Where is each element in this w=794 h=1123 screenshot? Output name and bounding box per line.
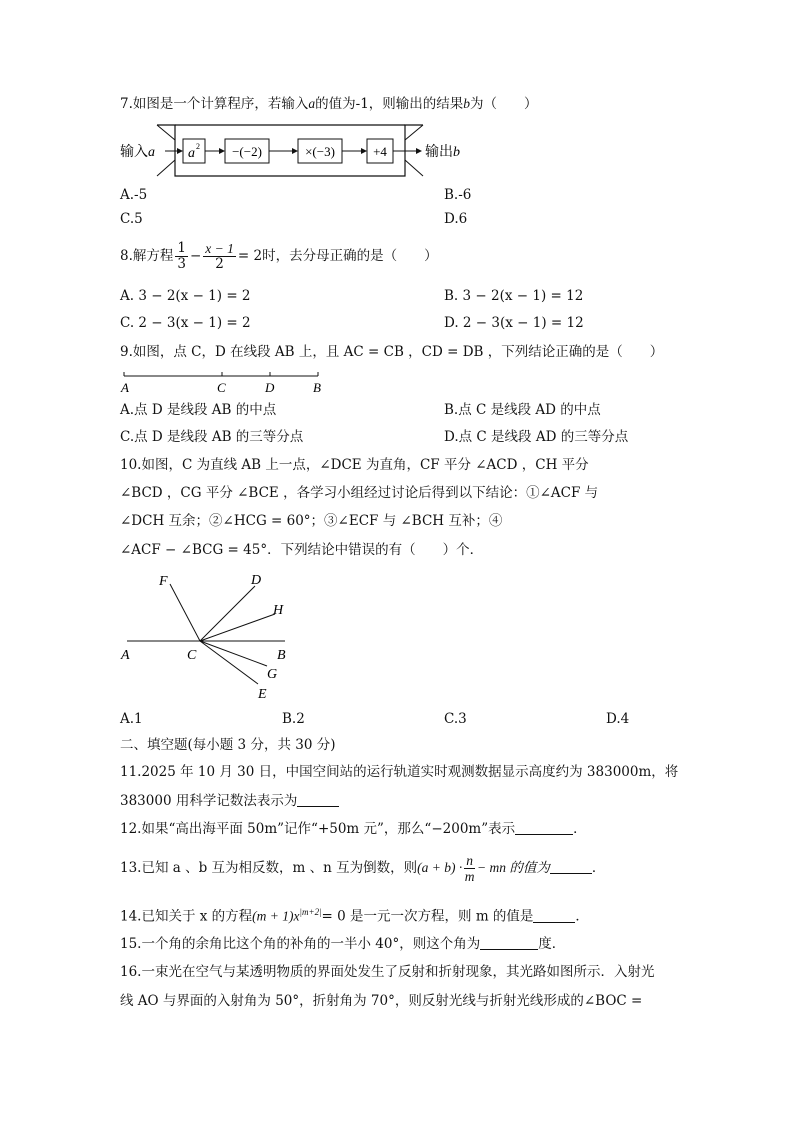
q10-label-b: B [277,648,286,663]
q11-answer-blank [297,792,339,807]
q13-answer-blank [550,859,592,874]
q10-label-g: G [267,667,278,682]
q9-option-d: D.点 C 是线段 AD 的三等分点 [444,429,629,445]
q16-line1: 16.一束光在空气与某透明物质的界面处发生了反射和折射现象，其光路如图所示．入射光 [120,964,655,980]
q9-point-c: C [217,380,226,395]
q7-option-c: C.5 [120,211,143,227]
q14: 14.已知关于 x 的方程$(m + 1)x^{|m+2|}= 0$ 是一元一次方程，则 m 的值是 ． [120,907,589,925]
q9-point-d: D [265,380,275,395]
q9-option-a: A.点 D 是线段 AB 的中点 [120,402,277,418]
q7-program-diagram [115,118,475,180]
q9-point-a: A [121,380,129,395]
q7-option-a: A.-5 [120,187,148,203]
q15: 15.一个角的余角比这个角的补角的一半小 40°，则这个角为 度． [120,936,566,952]
q7-option-b: B.-6 [444,187,472,203]
q12-answer-blank [515,820,573,835]
q10-label-h: H [273,603,284,618]
q7-option-d: D.6 [444,211,468,227]
q10-option-c: C.3 [444,711,467,727]
q10-option-b: B.2 [282,711,305,727]
q9-option-c: C.点 D 是线段 AB 的三等分点 [120,429,304,445]
q10-angle-diagram [115,568,305,703]
q16-line2: 线 AO 与界面的入射角为 50°，折射角为 70°，则反射光线与折射光线形成的∠BOC = [120,993,643,1009]
q10-line1: 10.如图，C 为直线 AB 上一点，∠DCE 为直角，CF 平分 ∠ACD ，CH 平分 [120,457,589,473]
q13: 13.已知 a 、b 互为相反数，m 、n 互为倒数，则(a + b) · $\frac{n}{m}$ − mn 的值为 ． [120,853,606,884]
q10-line4: ∠ACF − ∠BCG = 45°．下列结论中错误的有（ ）个． [120,542,484,558]
section-heading: 二、填空题(每小题 3 分，共 30 分) [120,737,336,753]
q10-label-f: F [159,574,168,589]
q10-line2: ∠BCD ，CG 平分 ∠BCE ，各学习小组经过讨论后得到以下结论：①∠ACF 与 [120,485,599,501]
q7-box1-sup: 2 [196,142,200,151]
q8-option-c: C. 2 − 3(x − 1) = 2 [120,315,251,331]
q7-output-var: b [453,145,460,160]
q10-line3: ∠DCH 互余；②∠HCG = 60°；③∠ECF 与 ∠BCH 互补；④ [120,513,503,529]
q10-label-d: D [251,573,262,588]
q9-stem: 9.如图，点 C，D 在线段 AB 上，且 AC = CB ，CD = DB ，下列结论正确的是（ ） [120,344,664,360]
q9-point-b: B [313,380,321,395]
q7-stem: 7.如图是一个计算程序，若输入a的值为-1，则输出的结果b为（ ） [120,96,538,112]
q10-option-a: A.1 [120,711,143,727]
q11-line2: 383000 用科学记数法表示为 [120,792,339,810]
q7-input-label: 输入 [120,145,148,160]
q8-option-a: A. 3 − 2(x − 1) = 2 [120,288,251,304]
q7-box1: a [188,146,195,161]
q9-segment-diagram [118,366,333,396]
q15-answer-blank [480,935,538,950]
q9-option-b: B.点 C 是线段 AD 的中点 [444,402,601,418]
q14-answer-blank [533,908,575,923]
q8-option-d: D. 2 − 3(x − 1) = 12 [444,315,584,331]
q8-option-b: B. 3 − 2(x − 1) = 12 [444,288,584,304]
q10-label-a: A [121,648,130,663]
q12: 12.如果“高出海平面 50m”记作“+50m 元”，那么“−200m”表示 ． [120,821,587,837]
q7-input-var: a [148,145,155,160]
q8-stem: 8.解方程 $\frac{1}{3}$ − $\frac{x - 1}{2}$ = 2时，去分母正确的是（ ） [120,240,438,272]
q7-box2: −(−2) [232,144,262,159]
q11-line1: 11.2025 年 10 月 30 日，中国空间站的运行轨道实时观测数据显示高度约为 383000m，将 [120,764,679,780]
q10-label-c: C [187,648,197,663]
q10-option-d: D.4 [606,711,630,727]
q7-output-label: 输出 [425,145,453,160]
q10-label-e: E [258,687,267,702]
q7-box3: ×(−3) [305,144,335,159]
q7-box4: +4 [373,144,387,159]
